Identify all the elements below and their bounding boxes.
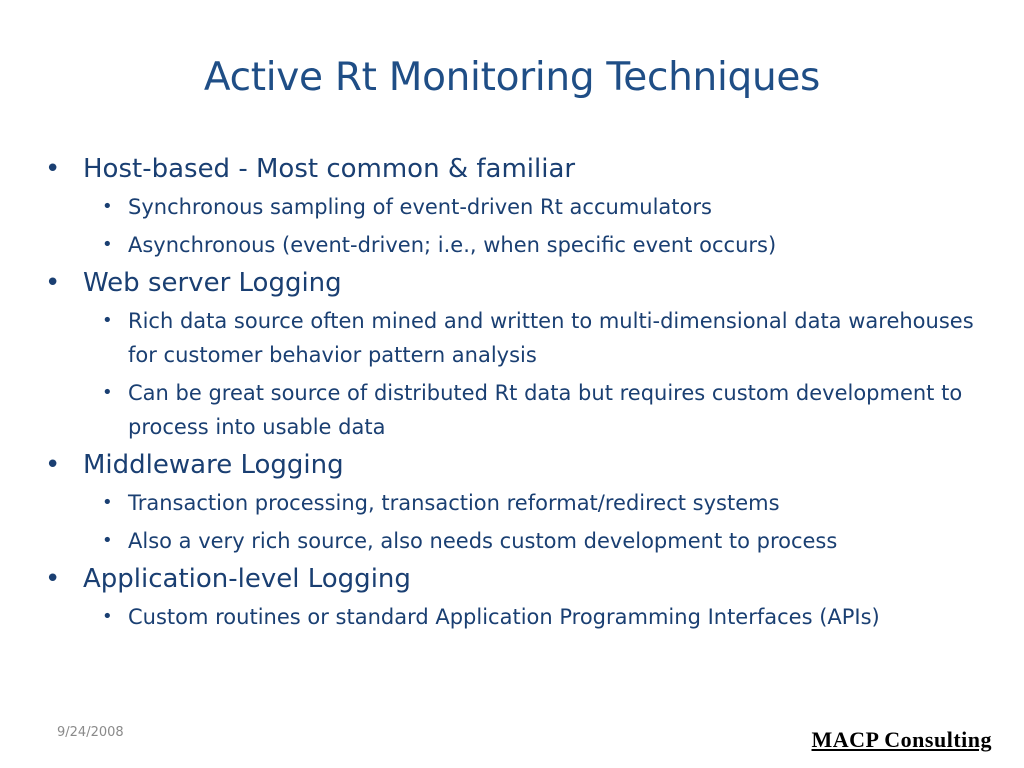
sub-bullet-icon: • <box>102 310 113 331</box>
sub-bullet-text: Asynchronous (event-driven; i.e., when specific event occurs) <box>128 233 777 257</box>
sub-bullet-icon: • <box>102 382 113 403</box>
footer-date: 9/24/2008 <box>57 725 124 740</box>
sub-bullet-text: Synchronous sampling of event-driven Rt accumulators <box>128 195 712 219</box>
sub-bullet-item <box>45 304 985 372</box>
sub-bullet-icon: • <box>102 234 113 255</box>
sub-bullet-icon: • <box>102 196 113 217</box>
sub-bullet-text: Transaction processing, transaction reformat/redirect systems <box>128 491 780 515</box>
sub-bullet-text: Custom routines or standard Application Programming Interfaces (APIs) <box>128 605 880 629</box>
bullet-icon: • <box>45 564 61 594</box>
sub-bullet-text: Can be great source of distributed Rt data but requires custom development to process into usable data <box>128 381 963 439</box>
sub-bullet-text: Also a very rich source, also needs custom development to process <box>128 529 838 553</box>
sub-bullet-item <box>45 486 985 520</box>
bullet-text: Host-based - Most common & familiar <box>83 154 576 184</box>
sub-bullet-text: Rich data source often mined and written to multi-dimensional data warehouses for customer behavior pattern analysis <box>128 309 974 367</box>
bullet-icon: • <box>45 154 61 184</box>
bullet-text: Application-level Logging <box>83 564 411 594</box>
bullet-icon: • <box>45 450 61 480</box>
slide-title: Active Rt Monitoring Techniques <box>203 55 821 100</box>
footer-brand: MACP Consulting <box>811 727 992 752</box>
sub-bullet-icon: • <box>102 492 113 513</box>
bullet-item-middleware-logging <box>45 448 985 482</box>
sub-bullet-item <box>45 376 985 444</box>
sub-bullet-item <box>45 524 985 558</box>
bullet-item-application-level-logging <box>45 562 985 596</box>
bullet-text: Web server Logging <box>83 268 342 298</box>
bullet-list <box>45 148 985 636</box>
sub-bullet-item <box>45 228 985 262</box>
sub-bullet-item <box>45 190 985 224</box>
sub-bullet-icon: • <box>102 606 113 627</box>
sub-bullet-icon: • <box>102 530 113 551</box>
bullet-item-web-server-logging <box>45 266 985 300</box>
bullet-item-host-based <box>45 152 985 186</box>
bullet-icon: • <box>45 268 61 298</box>
sub-bullet-item <box>45 600 985 634</box>
bullet-text: Middleware Logging <box>83 450 344 480</box>
